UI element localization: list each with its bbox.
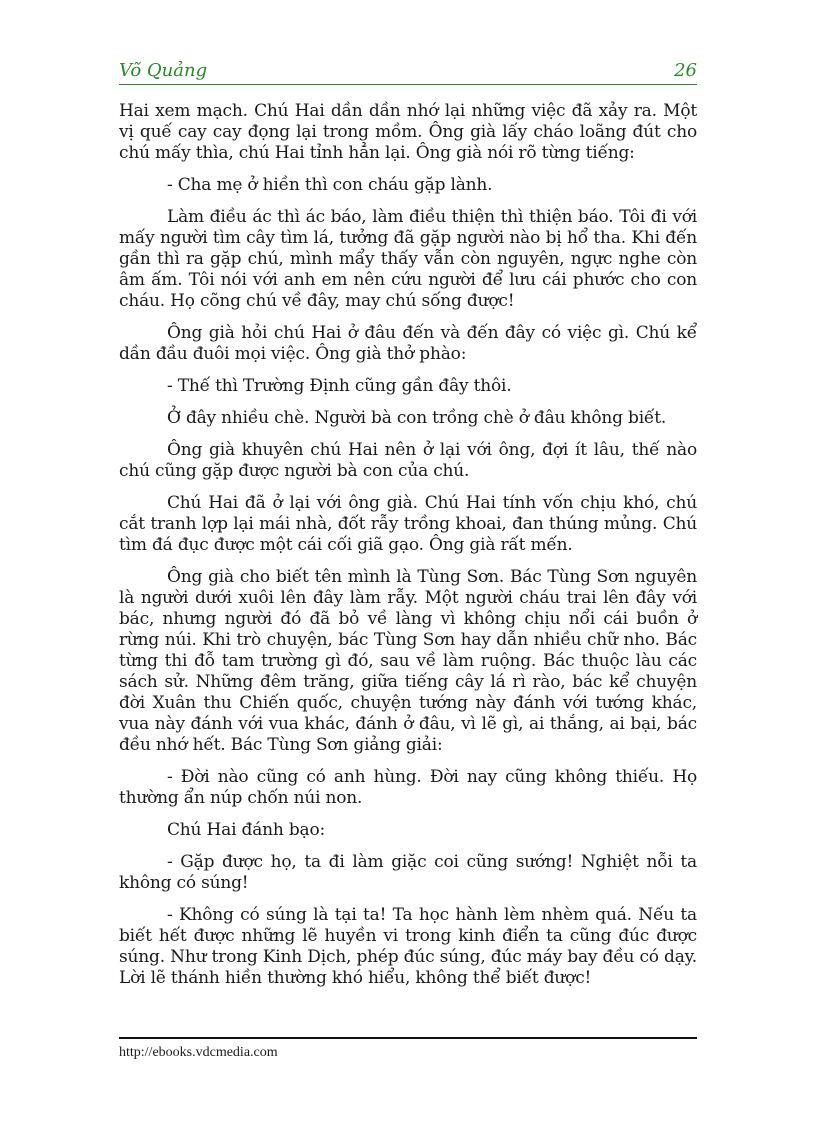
page-header (119, 58, 697, 85)
paragraph: Chú Hai đánh bạo: (167, 820, 326, 840)
paragraph: - Đời nào cũng có anh hùng. Đời nay cũng không thiếu. Họ thường ẩn núp chốn núi non. (119, 767, 697, 808)
paragraph: Chú Hai đã ở lại với ông già. Chú Hai tính vốn chịu khó, chú cắt tranh lợp lại mái nhà, đốt rẫy trồng khoai, đan thúng mủng. Chú tìm đá đục được một cái cối giã gạo. Ông già rất mến. (119, 493, 697, 555)
paragraph: Làm điều ác thì ác báo, làm điều thiện thì thiện báo. Tôi đi với mấy người tìm cây tìm lá, tưởng đã gặp người nào bị hổ tha. Khi đến gần thì ra gặp chú, mình mẩy thấy vẫn còn nguyên, ngực nghe còn âm ấm. Tôi nói với anh em nên cứu người để lưu cái phước cho con cháu. Họ cõng chú về đây, may chú sống được! (119, 207, 697, 311)
page-number: 26 (674, 60, 697, 81)
page-footer (119, 1037, 697, 1060)
author-name: Võ Quảng (119, 60, 208, 81)
footer-url-link[interactable]: http://ebooks.vdcmedia.com (119, 1045, 278, 1060)
paragraph: Ông già cho biết tên mình là Tùng Sơn. Bác Tùng Sơn nguyên là người dưới xuôi lên đây làm rẫy. Một người cháu trai lên đây với bác, nhưng người đó đã bỏ về làng vì không chịu nổi cái buồn ở rừng núi. Khi trò chuyện, bác Tùng Sơn hay dẫn nhiều chữ nho. Bác từng thi đỗ tam trường gì đó, sau về làm ruộng. Bác thuộc làu các sách sử. Những đêm trăng, giữa tiếng cây lá rì rào, bác kể chuyện đời Xuân thu Chiến quốc, chuyện tướng này đánh với tướng khác, vua này đánh với vua khác, đánh ở đâu, vì lẽ gì, ai thắng, ai bại, bác đều nhớ hết. Bác Tùng Sơn giảng giải: (119, 567, 697, 755)
paragraph: - Thế thì Trường Định cũng gần đây thôi. (167, 376, 512, 396)
paragraph: Ông già hỏi chú Hai ở đâu đến và đến đây có việc gì. Chú kể dần đầu đuôi mọi việc. Ông già thở phào: (119, 323, 697, 364)
paragraph: - Không có súng là tại ta! Ta học hành lèm nhèm quá. Nếu ta biết hết được những lẽ huyền vi trong kinh điển ta cũng đúc được súng. Như trong Kinh Dịch, phép đúc súng, đúc máy bay đều có dạy. Lời lẽ thánh hiền thường khó hiểu, không thể biết được! (119, 905, 697, 988)
paragraph: Ông già khuyên chú Hai nên ở lại với ông, đợi ít lâu, thế nào chú cũng gặp được người bà con của chú. (119, 440, 697, 481)
paragraph: - Gặp được họ, ta đi làm giặc coi cũng sướng! Nghiệt nỗi ta không có súng! (119, 852, 697, 893)
paragraph: - Cha mẹ ở hiền thì con cháu gặp lành. (167, 175, 493, 195)
page-body (119, 101, 697, 1000)
paragraph: Hai xem mạch. Chú Hai dần dần nhớ lại những việc đã xảy ra. Một vị quế cay cay đọng lại trong mồm. Ông già lấy cháo loãng đút cho chú mấy thìa, chú Hai tỉnh hẳn lại. Ông già nói rõ từng tiếng: (119, 101, 697, 163)
paragraph: Ở đây nhiều chè. Người bà con trồng chè ở đâu không biết. (167, 408, 667, 428)
